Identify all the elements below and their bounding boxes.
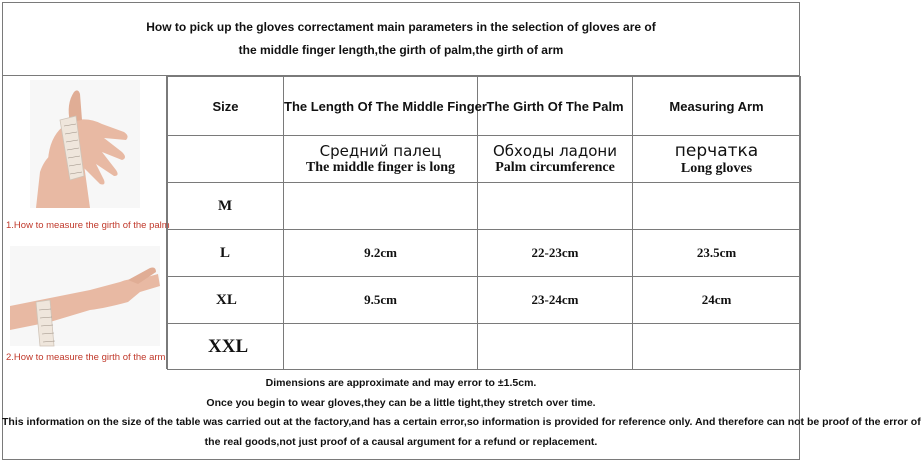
header-line-2: the middle finger length,the girth of palm,the girth of arm [238, 43, 564, 57]
subheader-palm [478, 136, 633, 183]
arm-russian-label: перчатка [674, 141, 759, 161]
palm-cell [478, 324, 633, 370]
header-size: Size [168, 77, 284, 136]
palm-cell: 22-23cm [478, 230, 633, 277]
palm-russian-label: Обходы ладони [493, 142, 617, 160]
table-subheader-row [168, 136, 801, 183]
arm-cell: 23.5cm [633, 230, 801, 277]
size-cell: M [168, 183, 284, 230]
arm-measure-image [10, 246, 160, 346]
header-finger-length: The Length Of The Middle Finger [284, 77, 478, 136]
subheader-finger [284, 136, 478, 183]
arm-measure-caption: 2.How to measure the girth of the arm [6, 352, 166, 363]
size-cell: XL [168, 277, 284, 324]
table-row [168, 324, 801, 370]
finger-cell [284, 324, 478, 370]
subheader-empty [168, 136, 284, 183]
measurement-illustrations [2, 76, 170, 369]
finger-cell [284, 183, 478, 230]
footer-line-4: the real goods,not just proof of a causal argument for a refund or replacement. [204, 435, 598, 448]
arm-cell [633, 183, 801, 230]
table-header-row [168, 77, 801, 136]
table-row [168, 277, 801, 324]
subheader-arm [633, 136, 801, 183]
footer-notes [2, 369, 921, 460]
header-line-1: How to pick up the gloves correctament main parameters in the selection of gloves are of [146, 20, 656, 34]
finger-cell: 9.5cm [284, 277, 478, 324]
palm-cell: 23-24cm [478, 277, 633, 324]
palm-measure-caption: 1.How to measure the girth of the palm [6, 220, 170, 231]
header-measuring-arm: Measuring Arm [633, 77, 801, 136]
finger-english-label: The middle finger is long [305, 160, 456, 175]
footer-line-2: Once you begin to wear gloves,they can be a little tight,they stretch over time. [206, 396, 596, 409]
header-palm-girth: The Girth Of The Palm [478, 77, 633, 136]
palm-cell [478, 183, 633, 230]
finger-russian-label: Средний палец [319, 142, 442, 160]
palm-english-label: Palm circumference [495, 160, 615, 175]
size-cell: XXL [168, 324, 284, 370]
table-row [168, 183, 801, 230]
footer-line-1: Dimensions are approximate and may error to ±1.5cm. [265, 377, 537, 389]
palm-measure-image [30, 80, 140, 208]
arm-cell [633, 324, 801, 370]
finger-cell: 9.2cm [284, 230, 478, 277]
footer-line-3: This information on the size of the table was carried out at the factory,and has a certain error,so information is provided for reference only. And therefore can not be proof of the error of [2, 416, 921, 428]
arm-cell: 24cm [633, 277, 801, 324]
header [2, 2, 800, 76]
size-cell: L [168, 230, 284, 277]
arm-english-label: Long gloves [680, 161, 753, 176]
table-row [168, 230, 801, 277]
size-table [167, 76, 801, 370]
